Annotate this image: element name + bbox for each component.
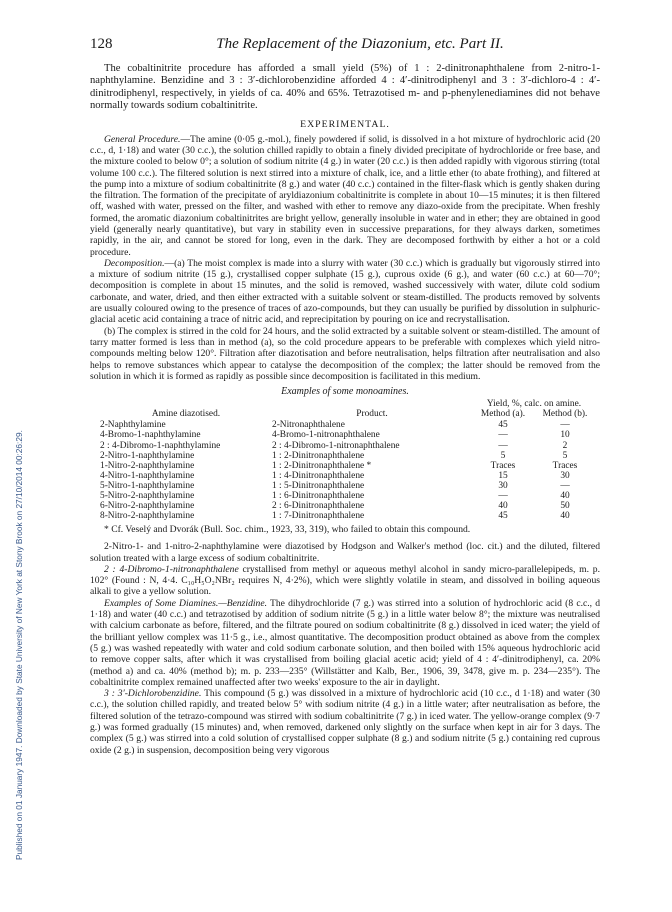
col-method-a: Method (a). [480, 409, 526, 420]
table-row [100, 471, 596, 481]
col-amine: Amine diazotised. [151, 409, 221, 420]
table-row [100, 481, 596, 491]
cell-amine: 2-Naphthylamine [100, 420, 166, 431]
decomposition-b-paragraph: (b) The complex is stirred in the cold for 24 hours, and the solid extracted by a suitable solvent or steam-distilled. The amount of tarry matter formed is less than in method (a), so the cold procedure appears to be preferable with complexes which yield nitro-compounds melting below 120°. Filtration after diazotisation and before neutralisation, helps filtration after neutralisation and also helps to remove substances which appear to catalyse the decomposition of the complex; the latter should be removed from the solution in which it is formed as rapidly as possible since decomposition is facilitated in this medium. [90, 325, 600, 382]
table-row [100, 491, 596, 501]
col-method-b: Method (b). [542, 409, 588, 420]
table-row [100, 420, 596, 430]
decomposition-a-paragraph [90, 258, 600, 326]
cell-amine: 5-Nitro-1-naphthylamine [100, 480, 195, 491]
cell-product: 2 : 4-Dibromo-1-nitronaphthalene [272, 440, 400, 451]
cell-product: 1 : 6-Dinitronaphthalene [272, 491, 365, 501]
nitro-naphthylamine-paragraph: 2-Nitro-1- and 1-nitro-2-naphthylamine were diazotised by Hodgson and Walker's method (loc. cit.) and the diluted, filtered solution treated with a large excess of sodium cobaltinitrite. [90, 541, 600, 564]
decomposition-label: Decomposition. [104, 257, 165, 269]
cell-method-a: — [498, 491, 508, 501]
cell-amine: 4-Bromo-1-naphthylamine [100, 430, 201, 441]
cell-product: 2-Nitronaphthalene [272, 420, 345, 431]
general-procedure-paragraph [90, 134, 600, 258]
cell-product: 1 : 2-Dinitronaphthalene [272, 450, 365, 461]
decomposition-a-text: —(a) The moist complex is made into a slurry with water (30 c.c.) which is gradually but vigorously stirred into a mixture of sodium nitrite (15 g.), crystallised copper sulphate (15 g.), cuprous oxide (6 g.), and water (60 c.c.) at 60—70°; decomposition is complete in about 15 minutes, and the solid is removed, washed successively with water, dilute cold sodium carbonate, and water, dried, and then either extracted with a suitable solvent or steam-distilled. The products removed by solvents are usually coloured owing to the presence of traces of azo-compounds, but they can usually be purified by dissolution in sulphuric-glacial acetic acid containing a trace of nitric acid, and reprecipitation by pouring on ice and recrystallisation. [90, 257, 600, 326]
cell-method-b: 40 [560, 511, 570, 522]
cell-method-b: 10 [560, 430, 570, 441]
diamines-text: The dihydrochloride (7 g.) was stirred into a solution of hydrochloric acid (8 c.c., d 1·18) and water (40 c.c.) and tetrazotised by addition of sodium nitrite (5 g.) in a little water below 8°; the mixture was neutralised with calcium carbonate as before, filtered, and the filtrate poured on sodium cobaltinitrite (8 g.) dissolved in iced water; the yield of the brilliant yellow complex was 11·5 g., i.e., almost quantitative. The decomposition product obtained as above from the complex (5 g.) was washed repeatedly with water and cold sodium carbonate solution, and then boiled with 15% aqueous hydrochloric acid to remove copper salts, after which it was crystallised from boiling glacial acetic acid; yield of 4 : 4′-dinitrodiphenyl, ca. 20% (method a) and ca. 40% (method b); m. p. 233—235° (Willstätter and Kalb, Ber., 1906, 39, 3478, give m. p. 234—235°). The cobaltinitrite complex remained unaffected after two weeks' exposure to the air in daylight. [90, 597, 600, 688]
cell-method-a: 40 [498, 501, 508, 512]
dichloro-text: This compound (5 g.) was dissolved in a mixture of hydrochloric acid (10 c.c., d 1·18) and water (30 c.c.), the solution chilled rapidly, and treated below 5° with sodium nitrite (4 g.) in a little water; after neutralisation as before, the filtered solution of the tetrazo-compound was stirred with sodium cobaltinitrite (7 g.) in iced water. The yellow-orange complex (9·7 g.) was formed gradually (15 minutes) and, when removed, darkened only slightly on the surface when kept in air for 3 days. The complex (5 g.) was stirred into a cold solution of crystallised copper sulphate (8 g.) and sodium nitrite (5 g.) containing red cuprous oxide (2 g.) in suspension, decomposition being very vigorous [90, 688, 600, 756]
cell-method-a: 5 [500, 450, 506, 461]
running-title: The Replacement of the Diazonium, etc. Part II. [216, 36, 504, 52]
cell-method-a: — [498, 440, 508, 451]
yield-header: Yield, %, calc. on amine. [486, 399, 582, 410]
table-row [100, 511, 596, 521]
diamines-paragraph [90, 598, 600, 688]
table-row [100, 441, 596, 451]
download-stamp-text: Published on 01 January 1947. Downloaded by State University of New York at Stony Brook on 27/10/2014 00:26:29. [14, 430, 24, 860]
cell-method-b: 30 [560, 470, 570, 481]
table-body [100, 420, 596, 521]
cell-product: 1 : 2-Dinitronaphthalene * [272, 460, 372, 471]
monoamine-table [100, 399, 596, 521]
general-procedure-label: General Procedure. [104, 133, 181, 145]
cell-amine: 6-Nitro-2-naphthylamine [100, 501, 195, 512]
cell-method-b: — [560, 480, 570, 491]
cell-product: 2 : 6-Dinitronaphthalene [272, 501, 365, 512]
download-stamp [4, 40, 24, 860]
cell-amine: 4-Nitro-1-naphthylamine [100, 470, 195, 481]
table-row [100, 461, 596, 471]
table-yield-header-row [100, 399, 596, 409]
table-row [100, 501, 596, 511]
cell-amine: 2 : 4-Dibromo-1-naphthylamine [100, 440, 221, 451]
col-product: Product. [356, 409, 388, 420]
table-header-row [100, 409, 596, 420]
cell-product: 1 : 5-Dinitronaphthalene [272, 480, 365, 491]
cell-method-b: — [560, 420, 570, 431]
cell-amine: 8-Nitro-2-naphthylamine [100, 511, 195, 522]
dichloro-paragraph [90, 688, 600, 756]
cell-method-a: — [498, 430, 508, 441]
general-procedure-text: —The amine (0·05 g.-mol.), finely powdered if solid, is dissolved in a hot mixture of hydrochloric acid (20 c.c., d, 1·18) and water (30 c.c.), the solution chilled rapidly to obtain a finely divided precipitate of hydrochloride or free base, and the mixture cooled to below 0°; a solution of sodium nitrite (4 g.) in water (20 c.c.) is then added rapidly with vigorous stirring (total volume 100 c.c.). The filtered solution is next stirred into a mixture of chalk, ice, and a little ether (to abate frothing), and filtered at the pump into a mixture of sodium cobaltinitrite (8 g.) and water (40 c.c.) contained in the filter-flask which is gently shaken during the filtration. The formation of the precipitate of aryldiazonium cobaltinitrite is complete in about 10—15 minutes; it is then filtered off, washed with water, pressed on the filter, and washed with ether to remove any diazo-oxide from the precipitate. When freshly formed, the aromatic diazonium cobaltinitrites are bright yellow, generally insoluble in water and in ether; they are obtained in good yield (generally nearly quantitative), but vary in stability even in successive preparations, for they always darken, sometimes rapidly, in the air, and cannot be stored for long, even in the dark. They are decomposed forthwith by either a hot or a cold procedure. [90, 133, 601, 258]
cell-product: 1 : 7-Dinitronaphthalene [272, 511, 365, 522]
dichloro-label: 3 : 3′-Dichlorobenzidine. [104, 688, 202, 700]
cell-method-b: 5 [562, 450, 568, 461]
table-footnote: * Cf. Veselý and Dvorák (Bull. Soc. chim., 1923, 33, 319), who failed to obtain this compound. [104, 524, 471, 536]
diamines-label: Examples of Some Diamines.—Benzidine. [104, 597, 267, 609]
cell-product: 4-Bromo-1-nitronaphthalene [272, 430, 380, 441]
page-number: 128 [90, 36, 113, 52]
dibromo-paragraph [90, 564, 600, 598]
cell-method-a: Traces [490, 460, 516, 471]
page [90, 36, 600, 756]
cell-product: 1 : 4-Dinitronaphthalene [272, 470, 365, 481]
dibromo-text: crystallised from methyl or aqueous methyl alcohol in sandy micro-parallelepipeds, m. p. 102° (Found : N, 4·4. C₁₀H₅O₂NBr₂ requires N, 4·2%), which were slightly volatile in steam, and dissolved in boiling aqueous alkali to give a yellow solution. [90, 563, 600, 598]
running-head [90, 36, 600, 53]
cell-method-b: 40 [560, 491, 570, 501]
cell-method-b: Traces [552, 460, 578, 471]
cell-method-a: 45 [498, 420, 508, 431]
dibromo-label: 2 : 4-Dibromo-1-nitronaphthalene [104, 563, 239, 575]
experimental-heading: EXPERIMENTAL. [300, 118, 390, 130]
cell-method-b: 2 [562, 440, 568, 451]
cell-amine: 2-Nitro-1-naphthylamine [100, 450, 195, 461]
table-row [100, 430, 596, 440]
table-title: Examples of some monoamines. [281, 386, 409, 398]
cell-method-a: 45 [498, 511, 508, 522]
cell-method-b: 50 [560, 501, 570, 512]
table-row [100, 451, 596, 461]
cell-method-a: 30 [498, 480, 508, 491]
cell-amine: 1-Nitro-2-naphthylamine [100, 460, 195, 471]
cell-amine: 5-Nitro-2-naphthylamine [100, 491, 195, 501]
cell-method-a: 15 [498, 470, 508, 481]
intro-paragraph: The cobaltinitrite procedure has afforded a small yield (5%) of 1 : 2-dinitronaphthalene from 2-nitro-1-naphthylamine. Benzidine and 3 : 3′-dichlorobenzidine afforded 4 : 4′-dinitrodiphenyl and 3 : 3′-dichloro-4 : 4′-dinitrodiphenyl, respectively, in yields of ca. 40% and 65%. Tetrazotised m- and p-phenylenediamines did not behave normally towards sodium cobaltinitrite. [90, 63, 600, 112]
